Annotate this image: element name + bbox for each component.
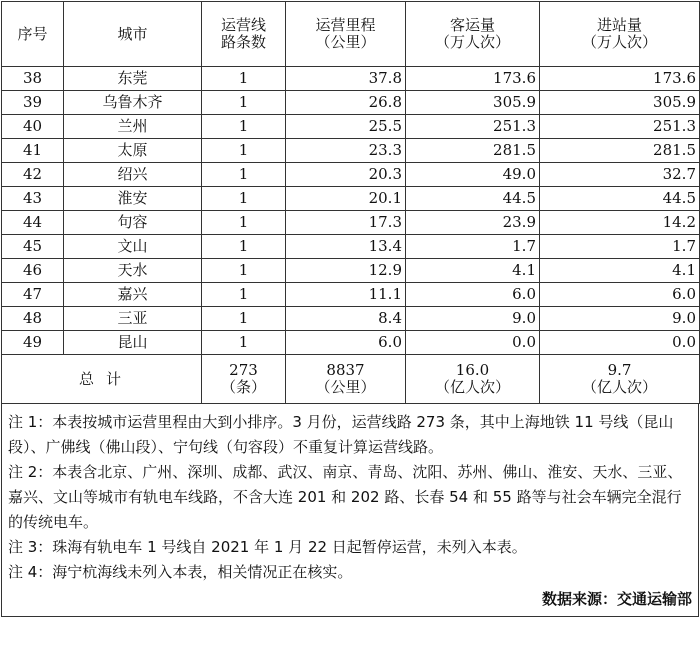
table-row (2, 283, 700, 307)
row-city: 昆山 (64, 331, 202, 355)
total-label: 总计 (2, 355, 202, 404)
row-lines: 1 (202, 307, 286, 331)
table-row (2, 211, 700, 235)
row-city: 绍兴 (64, 163, 202, 187)
table-row (2, 331, 700, 355)
row-entries: 173.6 (540, 67, 700, 91)
row-lines: 1 (202, 283, 286, 307)
row-mileage: 17.3 (286, 211, 406, 235)
row-passengers: 6.0 (406, 283, 540, 307)
row-no: 41 (2, 139, 64, 163)
row-mileage: 20.1 (286, 187, 406, 211)
table-row (2, 259, 700, 283)
row-lines: 1 (202, 259, 286, 283)
row-entries: 44.5 (540, 187, 700, 211)
table-row (2, 187, 700, 211)
row-city: 三亚 (64, 307, 202, 331)
row-lines: 1 (202, 91, 286, 115)
urban-rail-table (1, 1, 700, 404)
table-row (2, 139, 700, 163)
table-row (2, 115, 700, 139)
table-row (2, 91, 700, 115)
row-city: 淮安 (64, 187, 202, 211)
row-mileage: 25.5 (286, 115, 406, 139)
header-no: 序号 (2, 2, 64, 67)
note-4: 注 4：海宁杭海线未列入本表，相关情况正在核实。 (8, 563, 353, 581)
row-passengers: 23.9 (406, 211, 540, 235)
header-city: 城市 (64, 2, 202, 67)
row-entries: 32.7 (540, 163, 700, 187)
row-passengers: 44.5 (406, 187, 540, 211)
total-entries: 9.7 （亿人次） (540, 355, 700, 404)
note-1: 注 1：本表按城市运营里程由大到小排序。3 月份，运营线路 273 条，其中上海地铁 11 号线（昆山段）、广佛线（佛山段）、宁句线（句容段）不重复计算运营线路。 (8, 413, 674, 456)
table-row (2, 307, 700, 331)
row-passengers: 305.9 (406, 91, 540, 115)
row-passengers: 0.0 (406, 331, 540, 355)
row-lines: 1 (202, 139, 286, 163)
table-row (2, 67, 700, 91)
total-lines: 273 （条） (202, 355, 286, 404)
row-passengers: 4.1 (406, 259, 540, 283)
header-entries: 进站量 （万人次） (540, 2, 700, 67)
row-lines: 1 (202, 211, 286, 235)
row-mileage: 6.0 (286, 331, 406, 355)
row-passengers: 281.5 (406, 139, 540, 163)
row-lines: 1 (202, 331, 286, 355)
row-entries: 4.1 (540, 259, 700, 283)
row-no: 47 (2, 283, 64, 307)
row-city: 乌鲁木齐 (64, 91, 202, 115)
total-row (2, 355, 700, 404)
row-entries: 6.0 (540, 283, 700, 307)
row-entries: 251.3 (540, 115, 700, 139)
row-entries: 305.9 (540, 91, 700, 115)
row-no: 39 (2, 91, 64, 115)
row-mileage: 26.8 (286, 91, 406, 115)
note-2: 注 2：本表含北京、广州、深圳、成都、武汉、南京、青岛、沈阳、苏州、佛山、淮安、天水、三亚、嘉兴、文山等城市有轨电车线路，不含大连 201 和 202 路、长春 54 和 55 路等与社会车辆完全混行的传统电车。 (8, 463, 683, 531)
data-source: 数据来源：交通运输部 (541, 590, 692, 608)
row-lines: 1 (202, 67, 286, 91)
row-no: 40 (2, 115, 64, 139)
row-mileage: 20.3 (286, 163, 406, 187)
header-lines: 运营线 路条数 (202, 2, 286, 67)
table-row (2, 163, 700, 187)
notes-section (1, 404, 699, 617)
row-city: 兰州 (64, 115, 202, 139)
row-passengers: 173.6 (406, 67, 540, 91)
row-city: 天水 (64, 259, 202, 283)
row-mileage: 11.1 (286, 283, 406, 307)
row-no: 44 (2, 211, 64, 235)
row-city: 东莞 (64, 67, 202, 91)
row-city: 句容 (64, 211, 202, 235)
row-entries: 9.0 (540, 307, 700, 331)
row-passengers: 9.0 (406, 307, 540, 331)
row-entries: 281.5 (540, 139, 700, 163)
row-entries: 1.7 (540, 235, 700, 259)
table-row (2, 235, 700, 259)
row-no: 48 (2, 307, 64, 331)
row-no: 46 (2, 259, 64, 283)
row-lines: 1 (202, 163, 286, 187)
row-mileage: 37.8 (286, 67, 406, 91)
row-no: 38 (2, 67, 64, 91)
row-no: 49 (2, 331, 64, 355)
row-passengers: 49.0 (406, 163, 540, 187)
row-city: 太原 (64, 139, 202, 163)
row-lines: 1 (202, 235, 286, 259)
row-mileage: 12.9 (286, 259, 406, 283)
row-entries: 14.2 (540, 211, 700, 235)
row-city: 文山 (64, 235, 202, 259)
total-mileage: 8837 （公里） (286, 355, 406, 404)
total-passengers: 16.0 （亿人次） (406, 355, 540, 404)
row-passengers: 1.7 (406, 235, 540, 259)
row-mileage: 23.3 (286, 139, 406, 163)
header-passengers: 客运量 （万人次） (406, 2, 540, 67)
row-mileage: 8.4 (286, 307, 406, 331)
row-mileage: 13.4 (286, 235, 406, 259)
row-passengers: 251.3 (406, 115, 540, 139)
row-no: 45 (2, 235, 64, 259)
table-header-row (2, 2, 700, 67)
row-no: 42 (2, 163, 64, 187)
row-no: 43 (2, 187, 64, 211)
row-city: 嘉兴 (64, 283, 202, 307)
header-mileage: 运营里程 （公里） (286, 2, 406, 67)
note-3: 注 3：珠海有轨电车 1 号线自 2021 年 1 月 22 日起暂停运营，未列入本表。 (8, 538, 527, 556)
row-lines: 1 (202, 187, 286, 211)
row-lines: 1 (202, 115, 286, 139)
row-entries: 0.0 (540, 331, 700, 355)
statistics-page (1, 1, 699, 670)
